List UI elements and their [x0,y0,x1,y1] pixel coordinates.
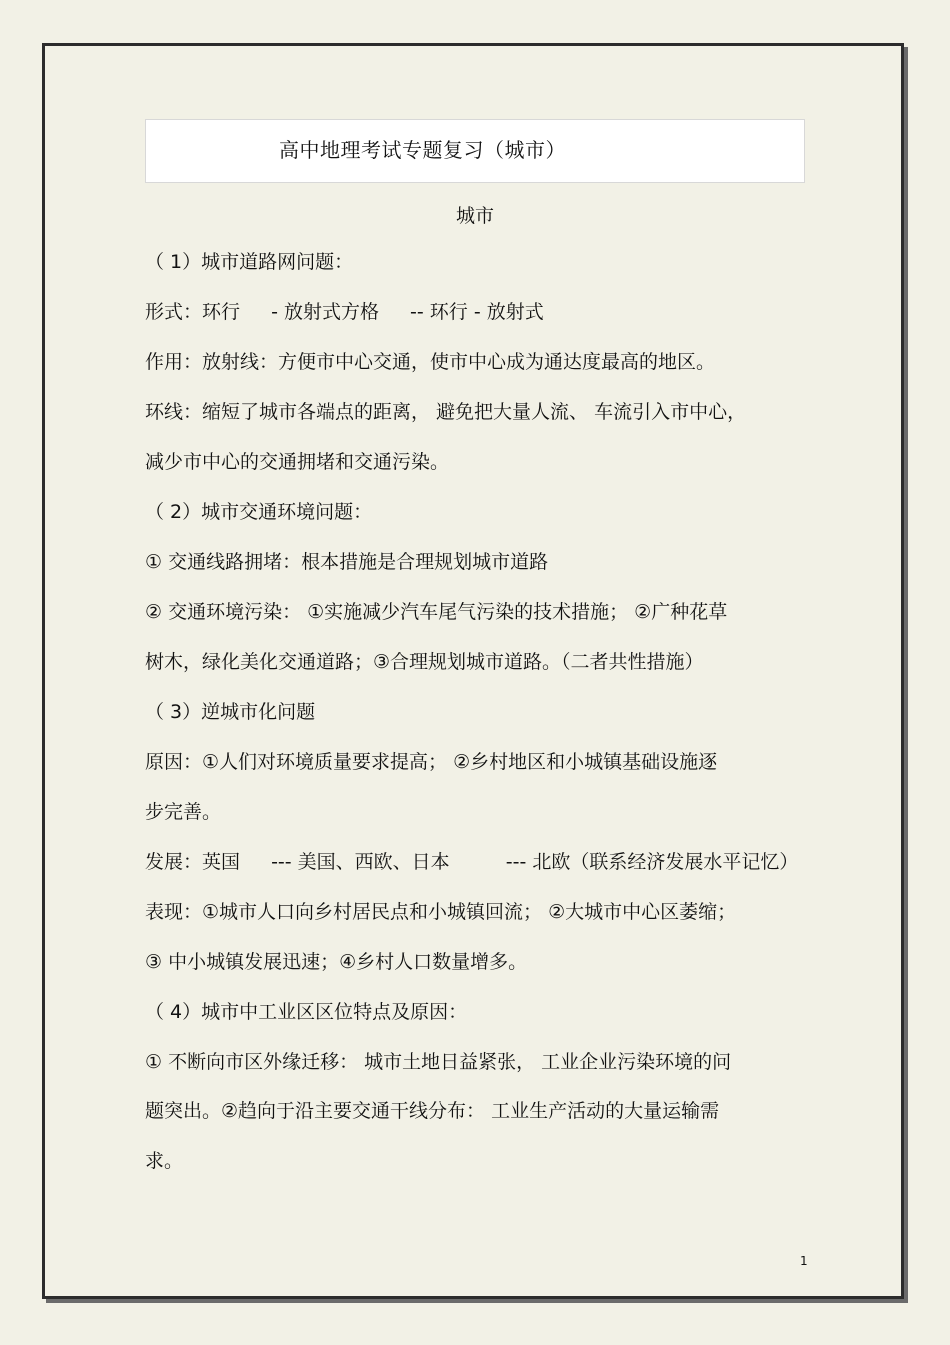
text-line: 减少市中心的交通拥堵和交通污染。 [145,451,450,473]
text-line: 表现：①城市人口向乡村居民点和小城镇回流； ②大城市中心区萎缩； [145,901,737,923]
section-heading: 城市 [455,205,494,227]
text-line: ③ 中小城镇发展迅速；④乡村人口数量增多。 [145,951,528,973]
text-line: 原因：①人们对环境质量要求提高； ②乡村地区和小城镇基础设施逐 [145,751,718,773]
text-line: 求。 [145,1150,184,1172]
heading-road-network: （ 1）城市道路网问题： [145,251,354,273]
text-line: ① 交通线路拥堵：根本措施是合理规划城市道路 [145,551,549,573]
text-line: ② 交通环境污染： ①实施减少汽车尾气污染的技术措施； ②广种花草 [145,601,728,623]
heading-industrial-zone: （ 4）城市中工业区区位特点及原因： [145,1001,468,1023]
text-line: 发展：英国 --- 美国、西欧、日本 --- 北欧（联系经济发展水平记忆） [145,851,799,873]
page-number: 1 [800,1254,808,1268]
text-line: 形式：环行 - 放射式方格 -- 环行 - 放射式 [145,301,544,323]
text-line: ① 不断向市区外缘迁移： 城市土地日益紧张， 工业企业污染环境的问 [145,1051,732,1073]
heading-counter-urbanization: （ 3）逆城市化问题 [145,701,316,723]
document-title: 高中地理考试专题复习（城市） [279,138,566,162]
text-line: 环线：缩短了城市各端点的距离， 避免把大量人流、 车流引入市中心， [145,401,747,423]
title-box [145,119,805,183]
heading-traffic-environment: （ 2）城市交通环境问题： [145,501,373,523]
text-line: 树木，绿化美化交通道路；③合理规划城市道路。（二者共性措施） [145,651,704,673]
text-line: 步完善。 [145,801,222,823]
text-line: 题突出。②趋向于沿主要交通干线分布： 工业生产活动的大量运输需 [145,1100,720,1122]
text-line: 作用：放射线：方便市中心交通，使市中心成为通达度最高的地区。 [145,351,716,373]
